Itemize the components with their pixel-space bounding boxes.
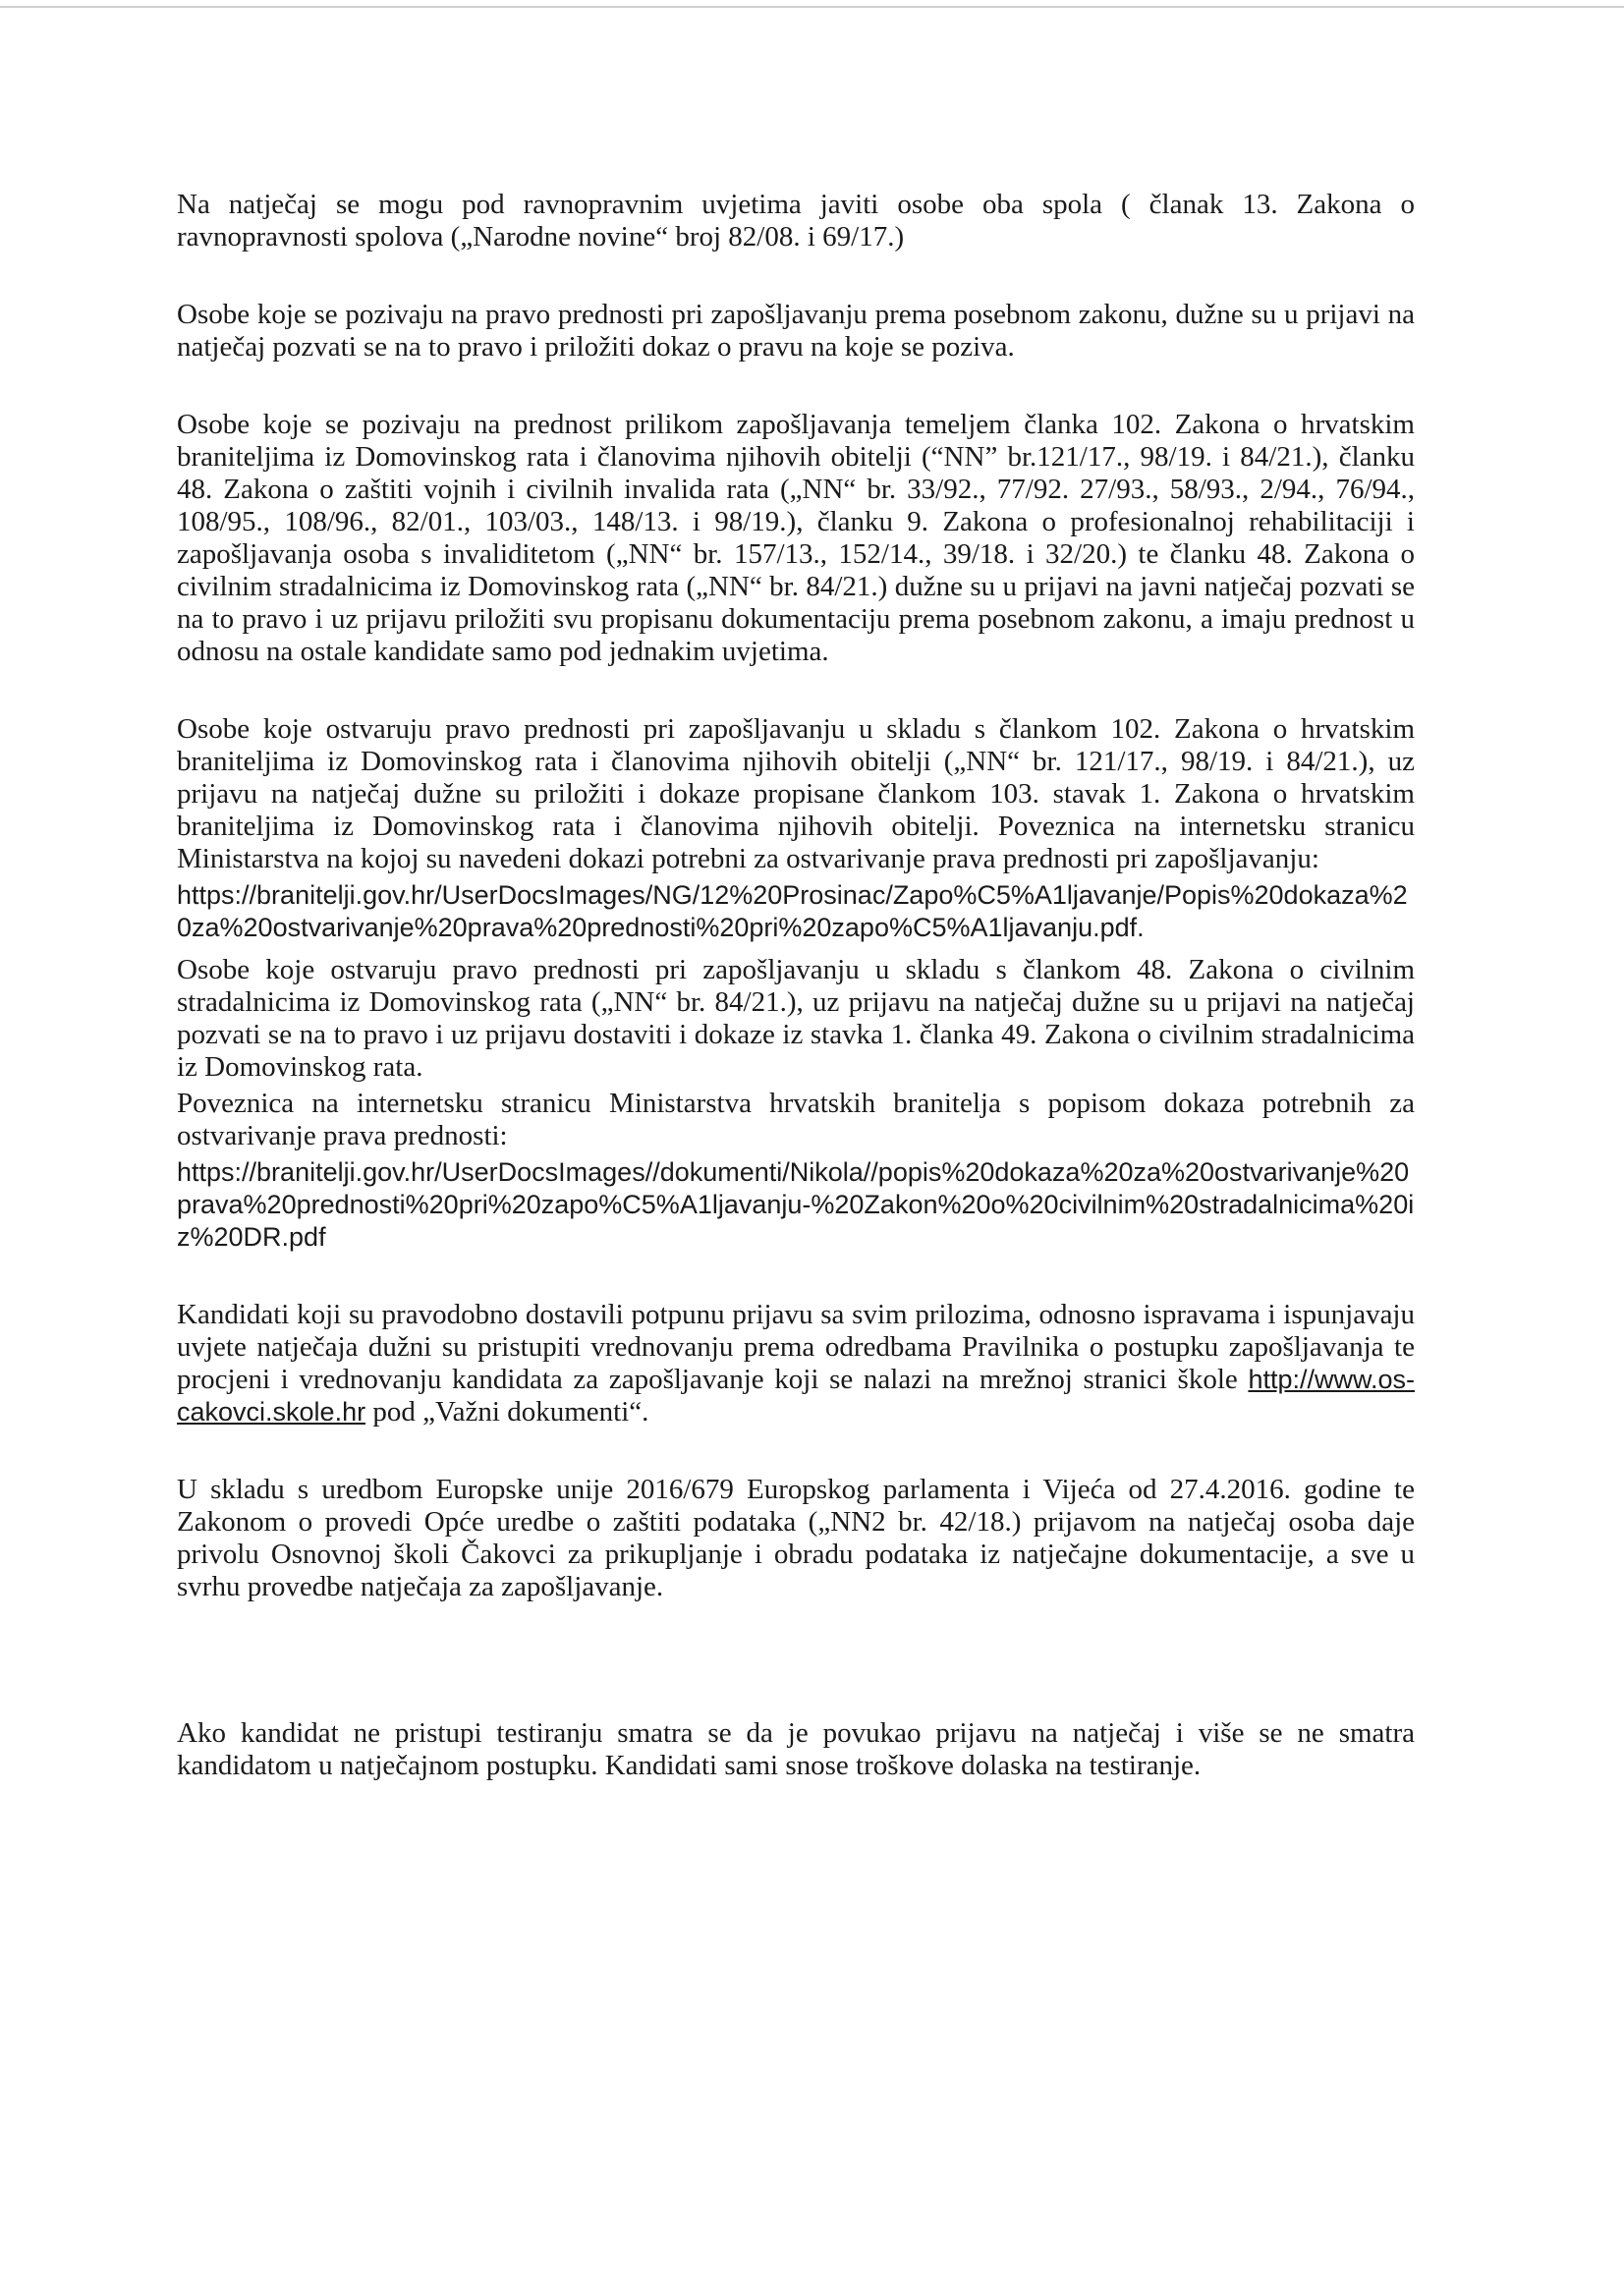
evaluation-text-end: pod „Važni dokumenti“. — [365, 1396, 649, 1428]
paragraph-testing: Ako kandidat ne pristupi testiranju smatra se da je povukao prijavu na natječaj i više se ne smatra kandidatom u natječajnom postupku. Kandidati sami snose troškove dolaska na testiranje. — [177, 1717, 1415, 1781]
paragraph-ministry-link-intro: Poveznica na internetsku stranicu Ministarstva hrvatskih branitelja s popisom dokaza potrebnih za ostvarivanje prava prednosti: — [177, 1088, 1415, 1151]
paragraph-civil-victims-priority: Osobe koje ostvaruju pravo prednosti pri zapošljavanju u skladu s člankom 48. Zakona o civilnim stradalnicima iz Domovinskog rata („NN“ br. 84/21.), uz prijavu na natječaj dužne su u prijavi na natječaj pozvati se na to pravo i uz prijavu dostaviti i dokaze iz stavka 1. članka 49. Zakona o civilnim stradalnicima iz Domovinskog rata. — [177, 954, 1415, 1083]
paragraph-gdpr: U skladu s uredbom Europske unije 2016/679 Europskog parlamenta i Vijeća od 27.4.2016. godine te Zakonom o provedi Opće uredbe o zaštiti podataka („NN2 br. 42/18.) prijavom na natječaj osoba daje privolu Osnovnoj školi Čakovci za prikupljanje i obradu podataka iz natječajne dokumentacije, a sve u svrhu provedbe natječaja za zapošljavanje. — [177, 1474, 1415, 1602]
spacer — [177, 1649, 1415, 1717]
paragraph-veterans-priority: Osobe koje ostvaruju pravo prednosti pri zapošljavanju u skladu s člankom 102. Zakona o hrvatskim braniteljima iz Domovinskog rata i članovima njihovih obitelji („NN“ br. 121/17., 98/19. i 84/21.), uz prijavu na natječaj dužne su priložiti i dokaze propisane člankom 103. stavak 1. Zakona o hrvatskim braniteljima iz Domovinskog rata i članovima njihovih obitelji. Poveznica na internetsku stranicu Ministarstva na kojoj su navedeni dokazi potrebni za ostvarivanje prava prednosti pri zapošljavanju: — [177, 713, 1415, 874]
paragraph-priority-right: Osobe koje se pozivaju na pravo prednosti pri zapošljavanju prema posebnom zakonu, dužne su u prijavi na natječaj pozvati se na to pravo i priložiti dokaz o pravu na koje se poziva. — [177, 299, 1415, 363]
paragraph-gender-equality: Na natječaj se mogu pod ravnopravnim uvjetima javiti osobe oba spola ( članak 13. Zakona o ravnopravnosti spolova („Narodne novine“ broj 82/08. i 69/17.) — [177, 189, 1415, 252]
paragraph-priority-laws: Osobe koje se pozivaju na prednost prilikom zapošljavanja temeljem članka 102. Zakona o hrvatskim braniteljima iz Domovinskog rata i članovima njihovih obitelji (“NN” br.121/17., 98/19. i 84/21.), članku 48. Zakona o zaštiti vojnih i civilnih invalida rata („NN“ br. 33/92., 77/92. 27/93., 58/93., 2/94., 76/94., 108/95., 108/96., 82/01., 103/03., 148/13. i 98/19.), članku 9. Zakona o profesionalnoj rehabilitaciji i zapošljavanja osoba s invaliditetom („NN“ br. 157/13., 152/14., 39/18. i 32/20.) te članku 48. Zakona o civilnim stradalnicima iz Domovinskog rata („NN“ br. 84/21.) dužne su u prijavi na javni natječaj pozvati se na to pravo i uz prijavu priložiti svu propisanu dokumentaciju prema posebnom zakonu, a imaju prednost u odnosu na ostale kandidate samo pod jednakim uvjetima. — [177, 409, 1415, 667]
document-page — [177, 189, 1415, 1827]
paragraph-evaluation — [177, 1299, 1415, 1428]
veterans-evidence-url: https://branitelji.gov.hr/UserDocsImages/NG/12%20Prosinac/Zapo%C5%A1ljavanje/Popis%20dokaza%20za%20ostvarivanje%20prava%20prednosti%20pri%20zapo%C5%A1ljavanju.pdf. — [177, 880, 1408, 942]
school-website-link[interactable]: http://www.os-cakovci.skole.hr — [177, 1365, 1415, 1427]
civil-victims-evidence-url: https://branitelji.gov.hr/UserDocsImages//dokumenti/Nikola//popis%20dokaza%20za%20ostvarivanje%20prava%20prednosti%20pri%20zapo%C5%A1ljavanju-%20Zakon%20o%20civilnim%20stradalnicima%20iz%20DR.pdf — [177, 1157, 1415, 1252]
evaluation-text: Kandidati koji su pravodobno dostavili potpunu prijavu sa svim prilozima, odnosno ispravama i ispunjavaju uvjete natječaja dužni su pristupiti vrednovanju prema odredbama Pravilnika o postupku zapošljavanja te procjeni i vrednovanju kandidata za zapošljavanje koji se nalazi na mrežnoj stranici škole — [177, 1299, 1415, 1395]
page-top-edge — [0, 6, 1624, 8]
